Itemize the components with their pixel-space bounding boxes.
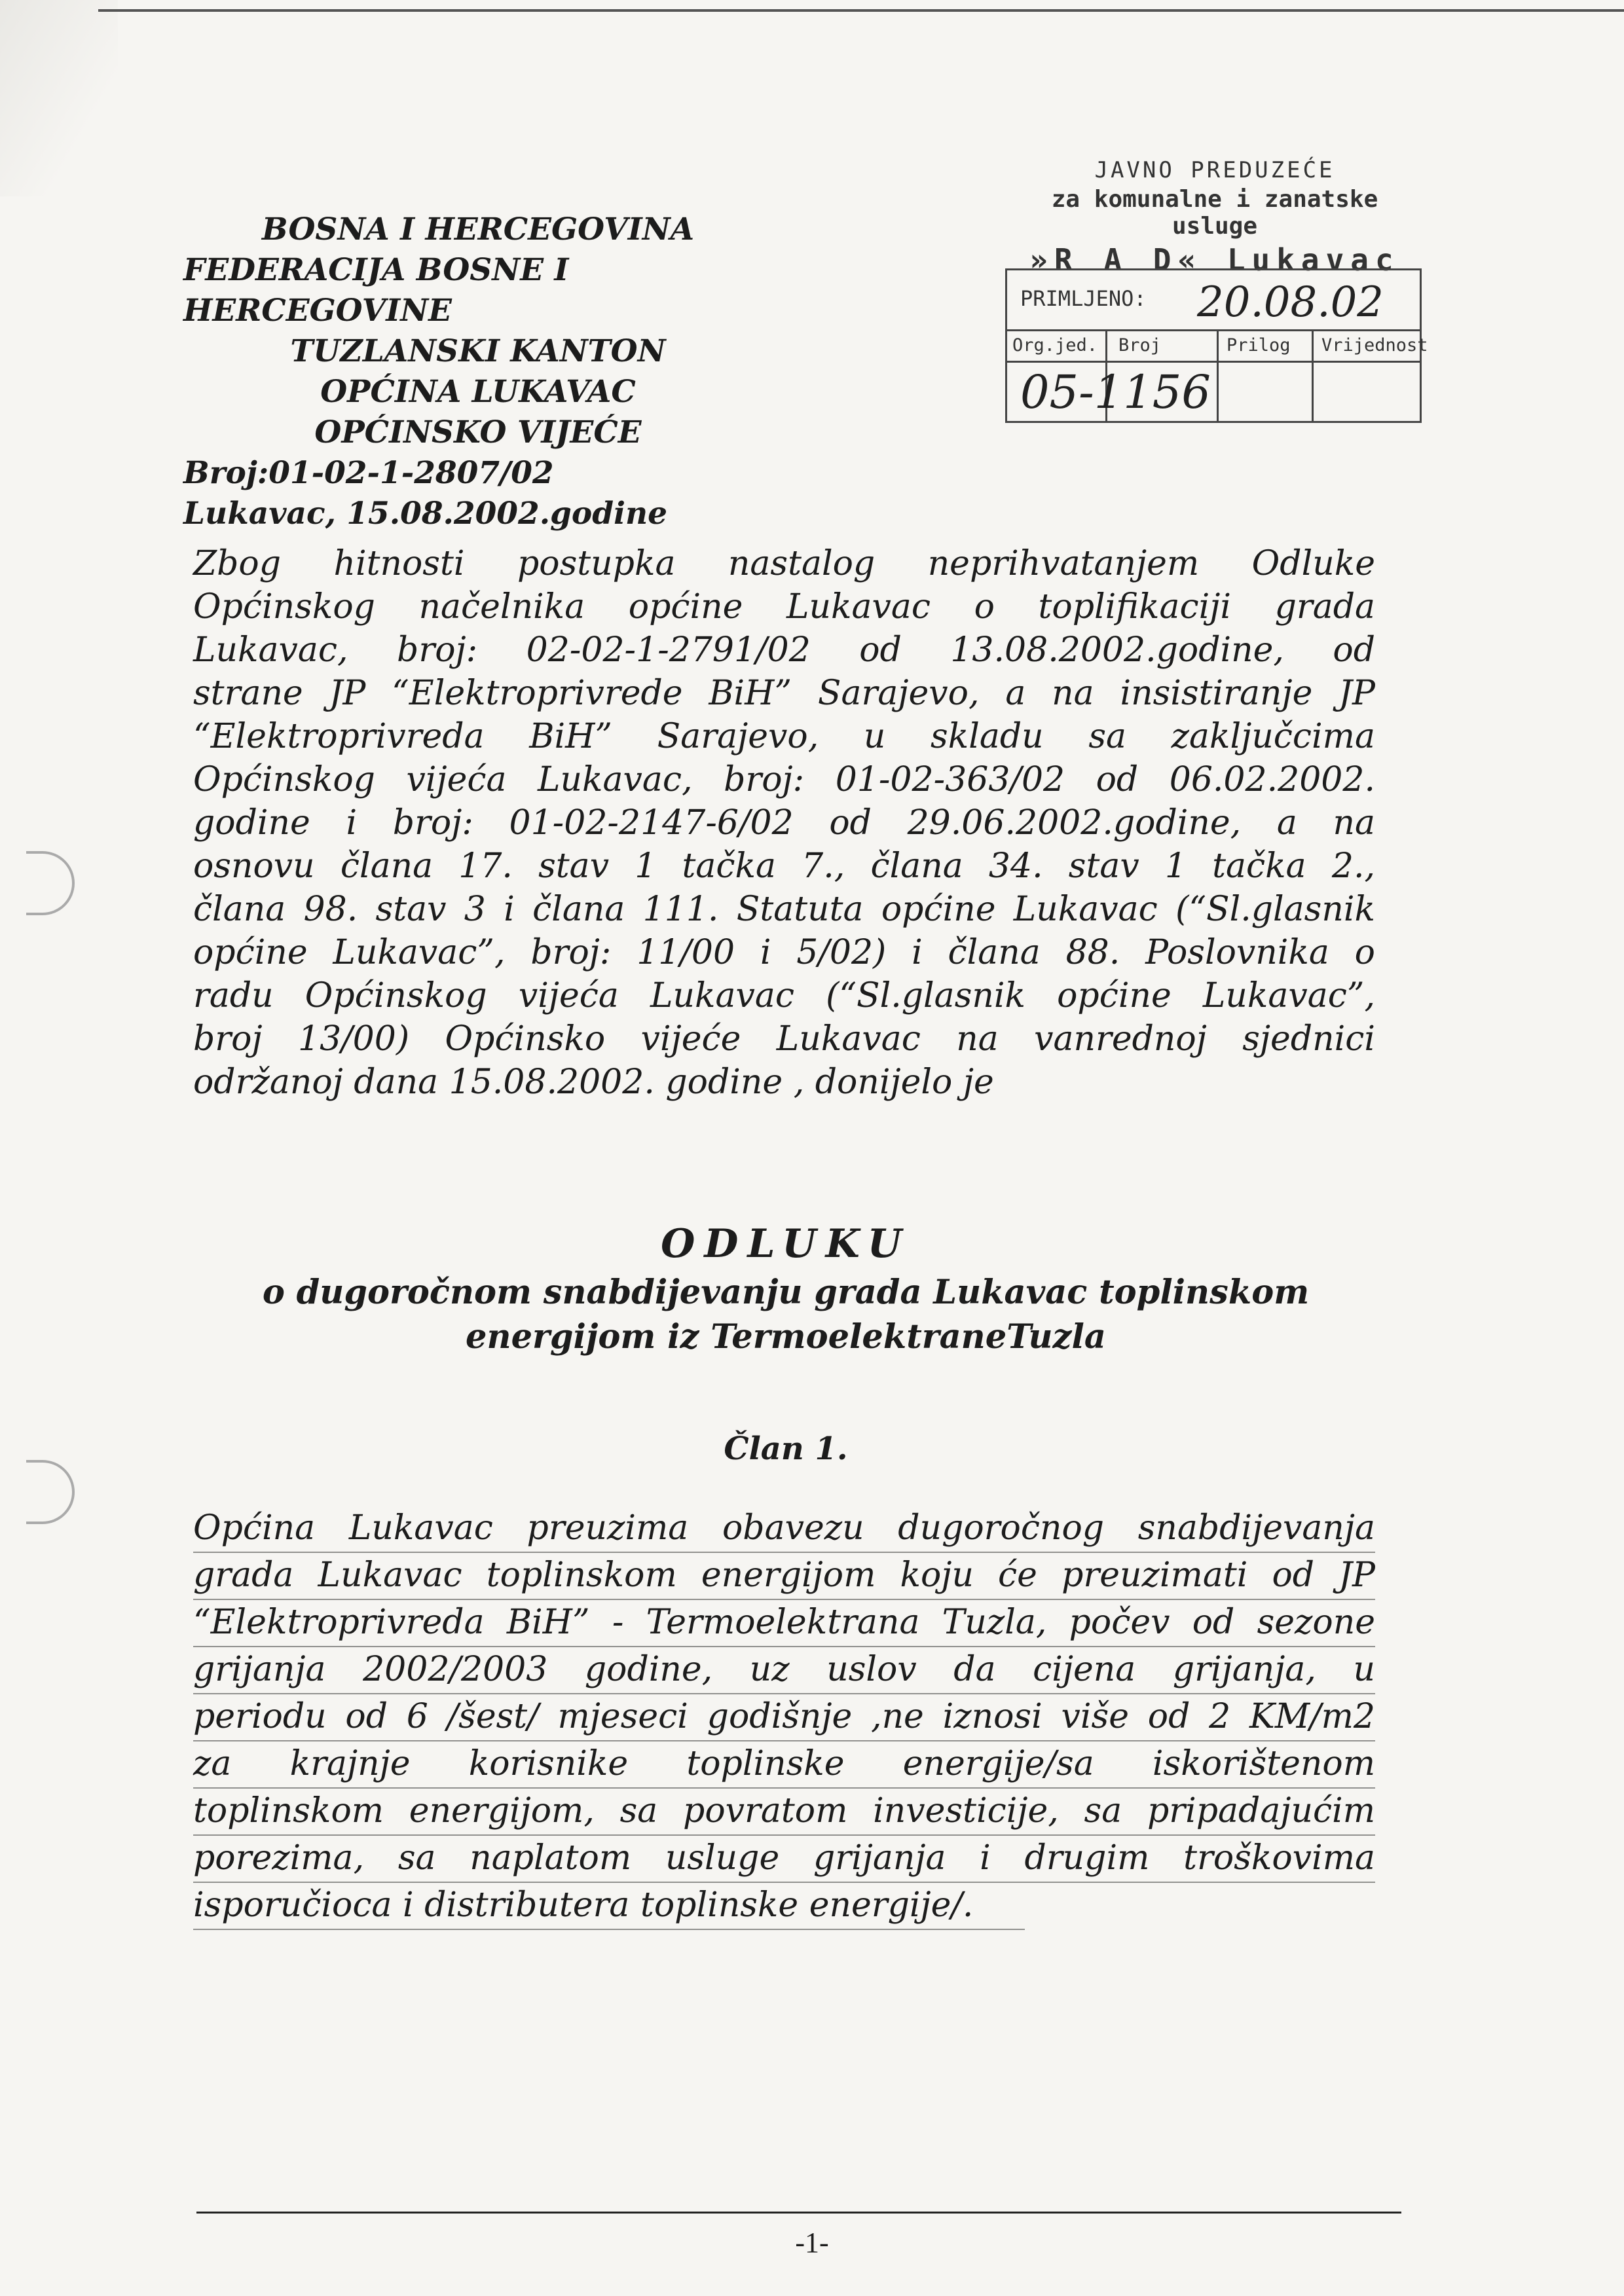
preamble-line: Općinskog načelnika općine Lukavac o toplifikaciji grada [193, 587, 1375, 627]
preamble-line: “Elektroprivreda BiH” Sarajevo, u skladu sa zaključcima [193, 717, 1375, 756]
preamble-line: osnovu člana 17. stav 1 tačka 7., člana 34. stav 1 tačka 2., [193, 847, 1375, 886]
stamp-line: za komunalne i zanatske usluge [1051, 186, 1378, 240]
article-line: periodu od 6 /šest/ mjeseci godišnje ,ne iznosi više od 2 KM/m2 [193, 1694, 1375, 1741]
article-paragraph [193, 1506, 1375, 1930]
preamble-line: člana 98. stav 3 i člana 111. Statuta općine Lukavac (“Sl.glasnik [193, 890, 1375, 929]
article-line: Općina Lukavac preuzima obavezu dugoročnog snabdijevanja [193, 1506, 1375, 1553]
preamble-line: općine Lukavac”, broj: 11/00 i 5/02) i člana 88. Poslovnika o [193, 933, 1375, 972]
stamp-received-label: PRIMLJENO: [1020, 286, 1147, 311]
preamble-line: Lukavac, broj: 02-02-1-2791/02 od 13.08.2002.godine, od [193, 630, 1375, 670]
article-line: grijanja 2002/2003 godine, uz uslov da cijena grijanja, u [193, 1647, 1375, 1694]
article-line: “Elektroprivreda BiH” - Termoelektrana Tuzla, počev od sezone [193, 1600, 1375, 1647]
preamble-line: radu Općinskog vijeća Lukavac (“Sl.glasnik općine Lukavac”, [193, 976, 1375, 1015]
stamp-col-orgjed: Org.jed. [1012, 335, 1098, 355]
punch-hole [26, 1460, 75, 1524]
article-heading: Član 1. [724, 1430, 848, 1467]
stamp-col-prilog: Prilog [1227, 335, 1291, 355]
header-line: OPĆINSKO VIJEĆE [314, 414, 642, 450]
header-line: BOSNA I HERCEGOVINA [261, 211, 695, 247]
header-line: FEDERACIJA BOSNE I HERCEGOVINE [183, 252, 569, 329]
stamp-received-date: 20.08.02 [1197, 278, 1384, 327]
punch-hole [26, 851, 75, 915]
page-top-edge [98, 9, 1624, 12]
stamp-col-broj: Broj [1118, 335, 1162, 355]
stamp-registry-number: 05-1156 [1020, 365, 1211, 419]
article-line: grada Lukavac toplinskom energijom koju će preuzimati od JP [193, 1553, 1375, 1600]
preamble-line: godine i broj: 01-02-2147-6/02 od 29.06.2002.godine, a na [193, 803, 1375, 843]
article-line: toplinskom energijom, sa povratom investicije, sa pripadajućim [193, 1789, 1375, 1836]
preamble-line: održanoj dana 15.08.2002. godine , donijelo je [193, 1063, 994, 1102]
article-line: porezima, sa naplatom usluge grijanja i drugim troškovima [193, 1836, 1375, 1883]
decision-title [183, 1218, 1388, 1359]
document-number: Broj:01-02-1-2807/02 [183, 455, 554, 491]
preamble-line: Općinskog vijeća Lukavac, broj: 01-02-363/02 od 06.02.2002. [193, 760, 1375, 799]
footer-rule [196, 2212, 1401, 2214]
header-line: TUZLANSKI KANTON [290, 333, 666, 369]
header-line: OPĆINA LUKAVAC [320, 374, 636, 410]
stamp-box [1005, 268, 1428, 423]
article-line: za krajnje korisnike toplinske energije/sa iskorištenom [193, 1741, 1375, 1789]
stamp-divider [1312, 331, 1314, 421]
decision-title-sub: energijom iz TermoelektraneTuzla [466, 1317, 1106, 1357]
stamp-columns-row [1007, 331, 1428, 363]
preamble-line: Zbog hitnosti postupka nastalog neprihvatanjem Odluke [193, 544, 1375, 583]
decision-title-sub: o dugoročnom snabdijevanju grada Lukavac toplinskom [262, 1273, 1310, 1312]
document-date: Lukavac, 15.08.2002.godine [183, 496, 668, 532]
stamp-line: JAVNO PREDUZEĆE [1094, 157, 1335, 183]
document-header [183, 210, 773, 534]
received-stamp [1005, 157, 1428, 426]
preamble-line: broj 13/00) Općinsko vijeće Lukavac na vanrednoj sjednici [193, 1019, 1375, 1059]
stamp-col-vrijednost: Vrijednost [1321, 335, 1428, 355]
stamp-line: »R A D« Lukavac [1029, 242, 1400, 278]
stamp-received-row [1007, 270, 1420, 331]
preamble-paragraph [193, 542, 1375, 1104]
decision-title-main: ODLUKU [661, 1221, 911, 1267]
article-line: isporučioca i distributera toplinske energije/. [193, 1883, 1025, 1930]
page-number: -1- [795, 2227, 829, 2259]
preamble-line: strane JP “Elektroprivrede BiH” Sarajevo, a na insistiranje JP [193, 674, 1375, 713]
stamp-divider [1217, 331, 1219, 421]
page-fold-shadow [0, 0, 118, 196]
